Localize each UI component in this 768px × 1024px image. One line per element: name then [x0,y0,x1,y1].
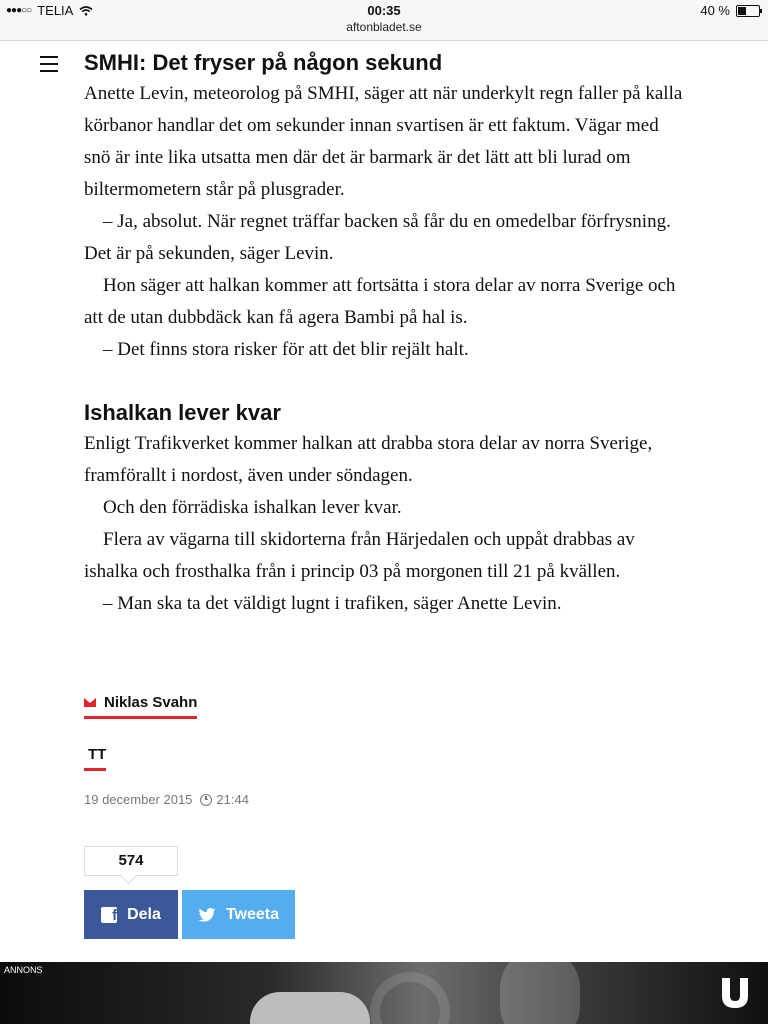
menu-icon[interactable] [40,56,58,72]
facebook-icon: f [101,907,117,923]
paragraph: – Det finns stora risker för att det blir rejält halt. [103,339,469,360]
agency-underline [84,768,106,771]
battery-icon [736,5,760,17]
battery-info [700,3,760,18]
paragraph: Enligt Trafikverket kommer halkan att drabba stora delar av norra Sverige, framförallt i nordost, även under söndagen. [84,433,653,486]
share-count: 574 [84,846,178,876]
ad-image [250,992,370,1024]
facebook-share-button[interactable] [84,890,178,939]
ad-label: ANNONS [4,965,43,975]
time-text: 21:44 [216,792,249,807]
section-heading: Ishalkan lever kvar [84,400,281,425]
author-underline [84,716,197,719]
publish-date [84,792,249,807]
section-heading: SMHI: Det fryser på någon sekund [84,50,443,75]
agency-name: TT [88,746,107,763]
twitter-share-button[interactable] [182,890,295,939]
author-link[interactable] [84,694,197,719]
facebook-share-label: Dela [127,905,161,923]
paragraph: Anette Levin, meteorolog på SMHI, säger att när underkylt regn faller på kalla körbanor handlar det om sekunder innan svartisen är ett faktum. Vägar med snö är inte lika utsatta men där det är barmark är det lätt att bli lurad om biltermometern står på plusgrader. [84,83,683,200]
clock-icon [200,794,212,806]
carrier-label: TELIA [37,3,74,18]
paragraph: Hon säger att halkan kommer att fortsätta i stora delar av norra Sverige och att de utan dubbdäck kan få agera Bambi på hal is. [84,275,676,328]
battery-percent: 40 % [700,3,730,18]
url-bar[interactable]: aftonbladet.se [346,20,422,34]
twitter-icon [198,908,216,922]
signal-icon: ●●●○○ [6,5,32,16]
clock-time: 00:35 [367,3,401,18]
paragraph: Och den förrädiska ishalkan lever kvar. [103,497,402,518]
article-body [84,48,684,620]
status-bar [0,0,768,41]
paragraph: – Man ska ta det väldigt lugnt i trafiken, säger Anette Levin. [103,593,562,614]
author-name: Niklas Svahn [104,694,198,711]
agency-link[interactable] [88,746,106,771]
paragraph: – Ja, absolut. När regnet träffar backen så får du en omedelbar förfrysning. Det är på sekunden, säger Levin. [84,211,671,264]
paragraph: Flera av vägarna till skidorterna från Härjedalen och uppåt drabbas av ishalka och frosthalka från i princip 03 på morgonen till 21 på kvällen. [84,529,635,582]
date-text: 19 december 2015 [84,792,193,807]
twitter-share-label: Tweeta [225,905,280,923]
brand-logo-icon [718,976,752,1012]
mail-icon [84,698,96,707]
ad-banner[interactable] [0,962,768,1024]
